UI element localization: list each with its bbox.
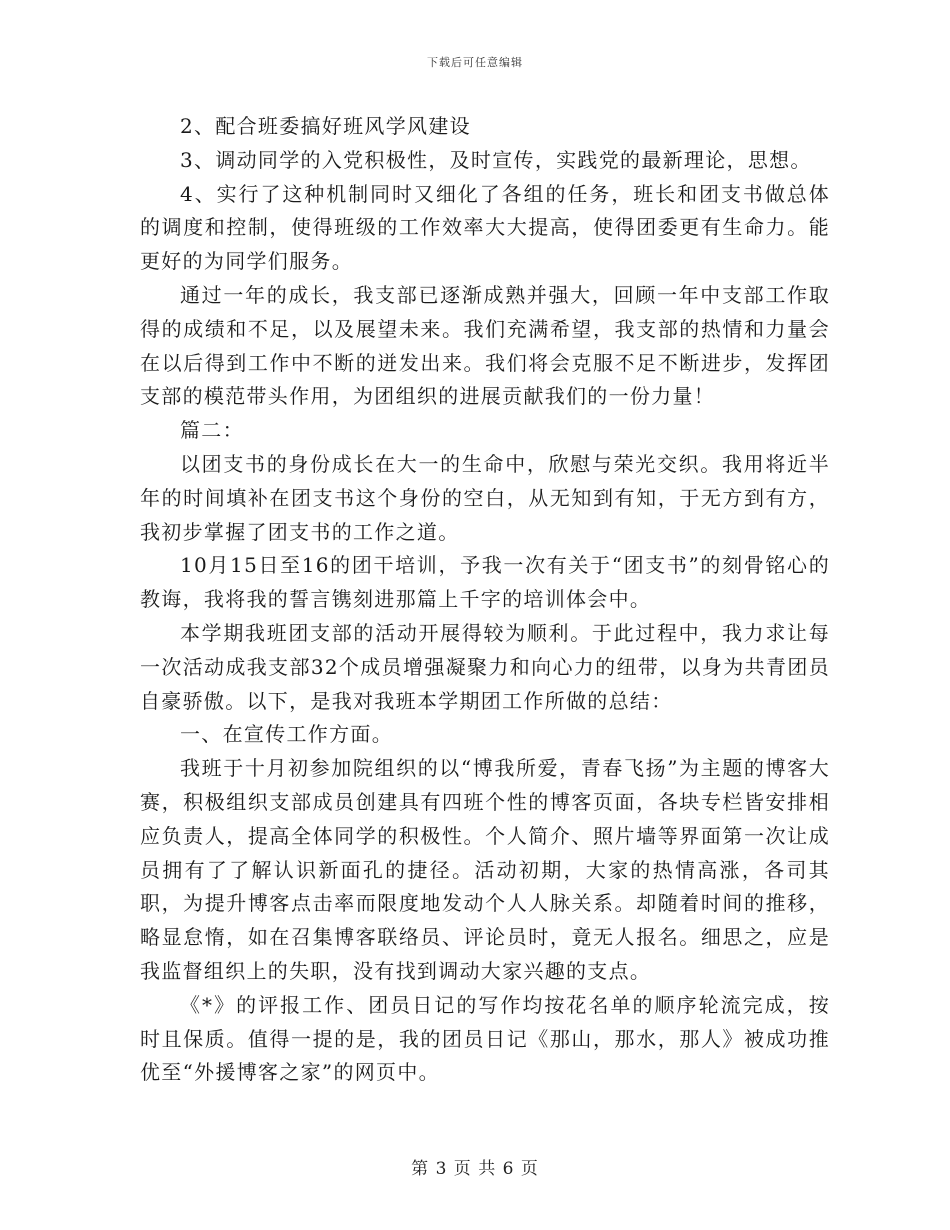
paragraph-summary: 通过一年的成长，我支部已逐渐成熟并强大，回顾一年中支部工作取得的成绩和不足，以及展望未来。我们充满希望，我支部的热情和力量会在以后得到工作中不断的迸发出来。我们将会克服不足不断进步，发挥团支部的模范带头作用，为团组织的进展贡献我们的一份力量！ [140, 282, 830, 409]
paragraph-intro: 以团支书的身份成长在大一的生命中，欣慰与荣光交织。我用将近半年的时间填补在团支书这个身份的空白，从无知到有知，于无方到有方，我初步掌握了团支书的工作之道。 [140, 451, 830, 544]
paragraph-blog-contest: 我班于十月初参加院组织的以“博我所爱，青春飞扬”为主题的博客大赛，积极组织支部成员创建具有四班个性的博客页面，各块专栏皆安排相应负责人，提高全体同学的积极性。个人简介、照片墙等界面第一次让成员拥有了了解认识新面孔的捷径。活动初期，大家的热情高涨，各司其职，为提升博客点击率而限度地发动个人人脉关系。却随着时间的推移，略显怠惰，如在召集博客联络员、评论员时，竟无人报名。细思之，应是我监督组织上的失职，没有找到调动大家兴趣的支点。 [140, 756, 830, 983]
section-heading-part-two: 篇二： [180, 418, 244, 443]
page-number: 第 3 页 共 6 页 [411, 1159, 539, 1179]
paragraph-item-2: 2、配合班委搞好班风学风建设 [180, 114, 471, 138]
page-header: 下载后可任意编辑 [427, 56, 523, 69]
paragraph-diary: 《*》的评报工作、团员日记的写作均按花名单的顺序轮流完成，按时且保质。值得一提的是，我的团员日记《那山，那水，那人》被成功推优至“外援博客之家”的网页中。 [140, 992, 830, 1085]
paragraph-training: 10月15日至16的团干培训，予我一次有关于“团支书”的刻骨铭心的教诲，我将我的誓言镌刻进那篇上千字的培训体会中。 [140, 553, 830, 612]
paragraph-item-4: 4、实行了这种机制同时又细化了各组的任务，班长和团支书做总体的调度和控制，使得班级的工作效率大大提高，使得团委更有生命力。能更好的为同学们服务。 [140, 181, 830, 274]
document-body [140, 110, 830, 1090]
paragraph-item-3: 3、调动同学的入党积极性，及时宣传，实践党的最新理论，思想。 [180, 147, 812, 172]
section-heading-publicity: 一、在宣传工作方面。 [180, 722, 393, 747]
paragraph-semester: 本学期我班团支部的活动开展得较为顺利。于此过程中，我力求让每一次活动成我支部32个成员增强凝聚力和向心力的纽带，以身为共青团员自豪骄傲。以下，是我对我班本学期团工作所做的总结： [140, 620, 830, 713]
